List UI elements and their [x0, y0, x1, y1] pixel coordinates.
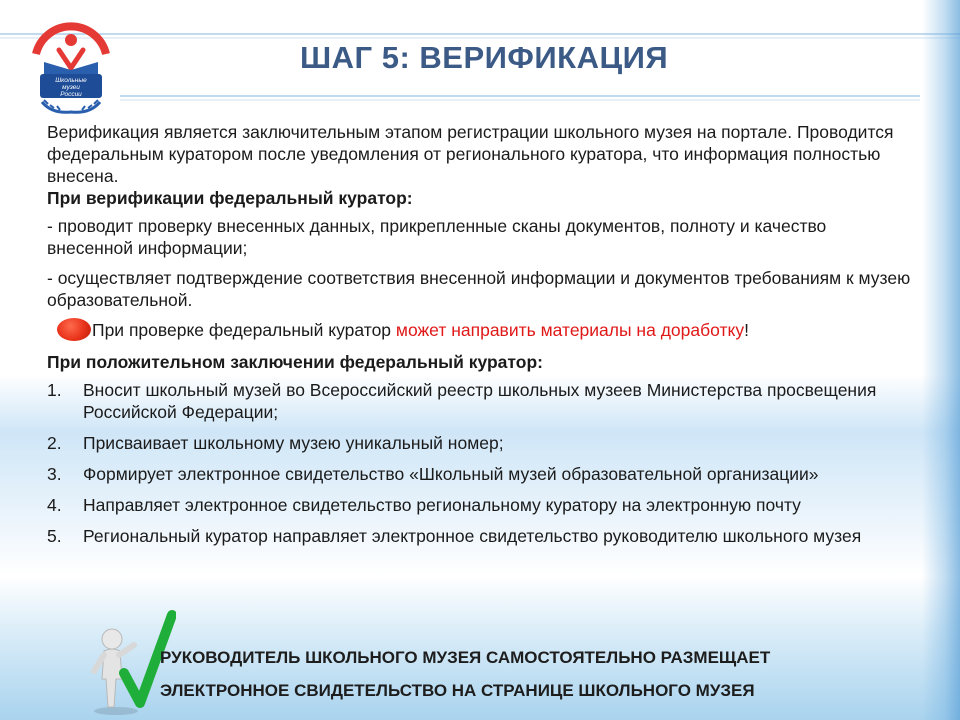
svg-text:Школьные: Школьные	[55, 77, 87, 84]
verification-item: - осуществляет подтверждение соответствия внесенной информации и документов требованиям к музею образовательной.	[47, 268, 911, 310]
red-dot-icon	[57, 318, 91, 341]
list-item: 5. Региональный куратор направляет электронное свидетельство руководителю школьного музея	[47, 526, 862, 546]
list-item: 3. Формирует электронное свидетельство «Школьный музей образовательной организации»	[47, 464, 819, 484]
positive-heading: При положительном заключении федеральный куратор:	[47, 352, 543, 372]
footer-line-1: РУКОВОДИТЕЛЬ ШКОЛЬНОГО МУЗЕЯ САМОСТОЯТЕЛЬНО РАЗМЕЩАЕТ	[160, 648, 771, 667]
svg-text:России: России	[60, 91, 82, 98]
list-item: 2. Присваивает школьному музею уникальный номер;	[47, 433, 504, 453]
main-content	[47, 121, 917, 556]
positive-steps-list	[47, 379, 917, 547]
svg-text:музеи: музеи	[62, 84, 80, 91]
right-decor-band	[922, 0, 960, 720]
page-title: ШАГ 5: ВЕРИФИКАЦИЯ	[300, 40, 669, 75]
list-item: 1. Вносит школьный музей во Всероссийский реестр школьных музеев Министерства просвещения Российской Федерации;	[47, 380, 877, 422]
rework-note-prefix: При проверке федеральный куратор	[92, 320, 396, 340]
rework-note-suffix: !	[744, 320, 749, 340]
verification-heading: При верификации федеральный куратор:	[47, 188, 413, 208]
list-item: 4. Направляет электронное свидетельство региональному куратору на электронную почту	[47, 495, 801, 515]
rework-note	[47, 319, 917, 341]
school-museums-logo-icon	[22, 14, 120, 118]
rework-note-highlight: может направить материалы на доработку	[395, 320, 745, 340]
footer-line-2: ЭЛЕКТРОННОЕ СВИДЕТЕЛЬСТВО НА СТРАНИЦЕ ШКОЛЬНОГО МУЗЕЯ	[160, 681, 755, 700]
intro-paragraph: Верификация является заключительным этапом регистрации школьного музея на портале. Проводится федеральным куратором после уведомления от регионального куратора, что информация полностью внесена.	[47, 122, 894, 186]
verification-item: - проводит проверку внесенных данных, прикрепленные сканы документов, полноту и качество внесенной информации;	[47, 216, 827, 258]
footer-notice	[160, 641, 770, 707]
